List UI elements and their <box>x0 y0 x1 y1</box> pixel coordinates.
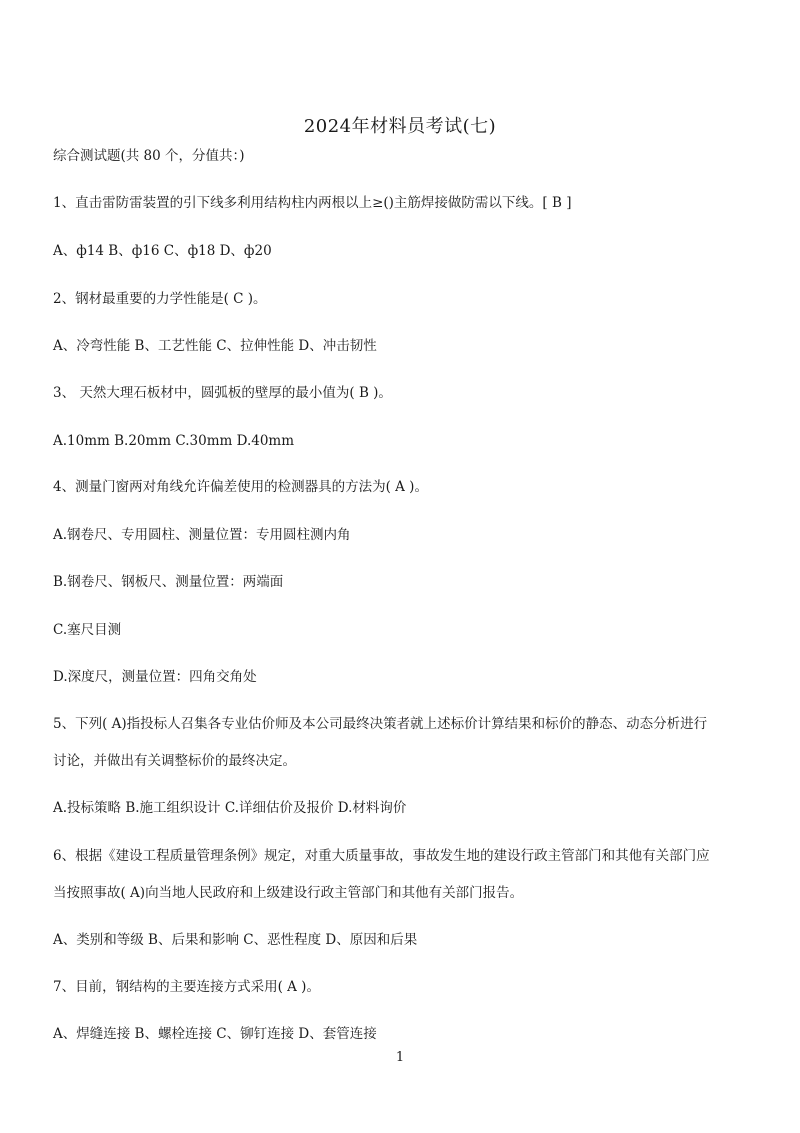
question-6-line-1: 6、根据《建设工程质量管理条例》规定，对重大质量事故，事故发生地的建设行政主管部门和其他有关部门应 <box>53 848 710 864</box>
options-1: A、ф14 B、ф16 C、ф18 D、ф20 <box>53 243 272 259</box>
options-2: A、冷弯性能 B、工艺性能 C、拉伸性能 D、冲击韧性 <box>53 338 377 354</box>
options-5: A.投标策略 B.施工组织设计 C.详细估价及报价 D.材料询价 <box>53 800 407 816</box>
option-4c: C.塞尺目测 <box>53 622 122 638</box>
question-3: 3、 天然大理石板材中，圆弧板的壁厚的最小值为( B )。 <box>53 385 392 401</box>
page-title: 2024年材料员考试(七) <box>303 116 497 137</box>
question-4: 4、测量门窗两对角线允许偏差使用的检测器具的方法为( A )。 <box>53 479 428 495</box>
question-5-line-1: 5、下列( A)指投标人召集各专业估价师及本公司最终决策者就上述标价计算结果和标价的静态、动态分析进行 <box>53 716 708 732</box>
option-4b: B.钢卷尺、钢板尺、测量位置：两端面 <box>53 574 284 590</box>
options-3: A.10mm B.20mm C.30mm D.40mm <box>53 433 295 449</box>
question-2: 2、钢材最重要的力学性能是( C )。 <box>53 291 267 307</box>
question-1: 1、直击雷防雷装置的引下线多利用结构柱内两根以上≥()主筋焊接做防需以下线。[ B ] <box>53 195 572 211</box>
option-4d: D.深度尺，测量位置：四角交角处 <box>53 669 257 685</box>
options-7: A、焊缝连接 B、螺栓连接 C、铆钉连接 D、套管连接 <box>53 1026 377 1042</box>
options-6: A、类别和等级 B、后果和影响 C、恶性程度 D、原因和后果 <box>53 932 418 948</box>
question-7: 7、目前，钢结构的主要连接方式采用( A )。 <box>53 979 320 995</box>
page-number: 1 <box>395 1050 405 1065</box>
option-4a: A.钢卷尺、专用圆柱、测量位置：专用圆柱测内角 <box>53 527 351 543</box>
subtitle: 综合测试题(共 80 个，分值共：) <box>53 148 245 164</box>
question-6-line-2: 当按照事故( A)向当地人民政府和上级建设行政主管部门和其他有关部门报告。 <box>53 885 524 901</box>
question-5-line-2: 讨论，并做出有关调整标价的最终决定。 <box>53 753 296 769</box>
